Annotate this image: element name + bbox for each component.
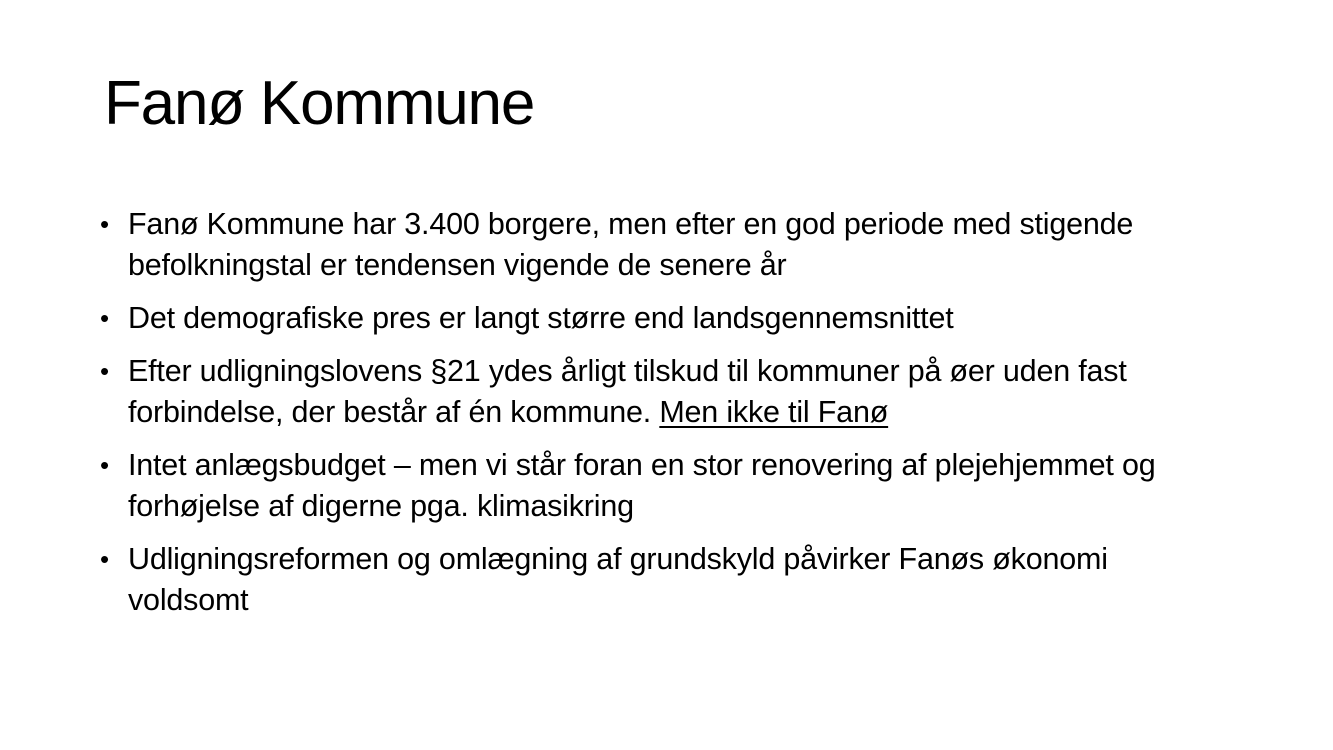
slide-title: Fanø Kommune xyxy=(104,69,535,138)
bullet-text: Det demografiske pres er langt større end landsgennemsnittet xyxy=(128,301,954,335)
bullet-icon: • xyxy=(100,544,109,574)
bullet-item-population xyxy=(100,204,1230,286)
bullet-text: Intet anlægsbudget – men vi står foran en stor renovering af plejehjemmet og forhøjelse af digerne pga. klimasikring xyxy=(128,448,1156,523)
bullet-text: Fanø Kommune har 3.400 borgere, men efter en god periode med stigende befolkningstal er tendensen vigende de senere år xyxy=(128,207,1134,282)
bullet-item-demographics xyxy=(100,298,1230,339)
bullet-text: Udligningsreformen og omlægning af grundskyld påvirker Fanøs økonomi voldsomt xyxy=(128,542,1108,617)
bullet-icon: • xyxy=(100,303,109,333)
bullet-text: Efter udligningslovens §21 ydes årligt tilskud til kommuner på øer uden fast forbindelse, der består af én kommune. xyxy=(128,354,1127,429)
bullet-emphasis-text: Men ikke til Fanø xyxy=(659,395,889,429)
bullet-list xyxy=(100,204,1230,633)
bullet-item-budget xyxy=(100,445,1230,527)
bullet-item-reform xyxy=(100,539,1230,621)
bullet-item-equalization-law xyxy=(100,351,1230,433)
bullet-icon: • xyxy=(100,209,109,239)
bullet-icon: • xyxy=(100,450,109,480)
bullet-icon: • xyxy=(100,356,109,386)
